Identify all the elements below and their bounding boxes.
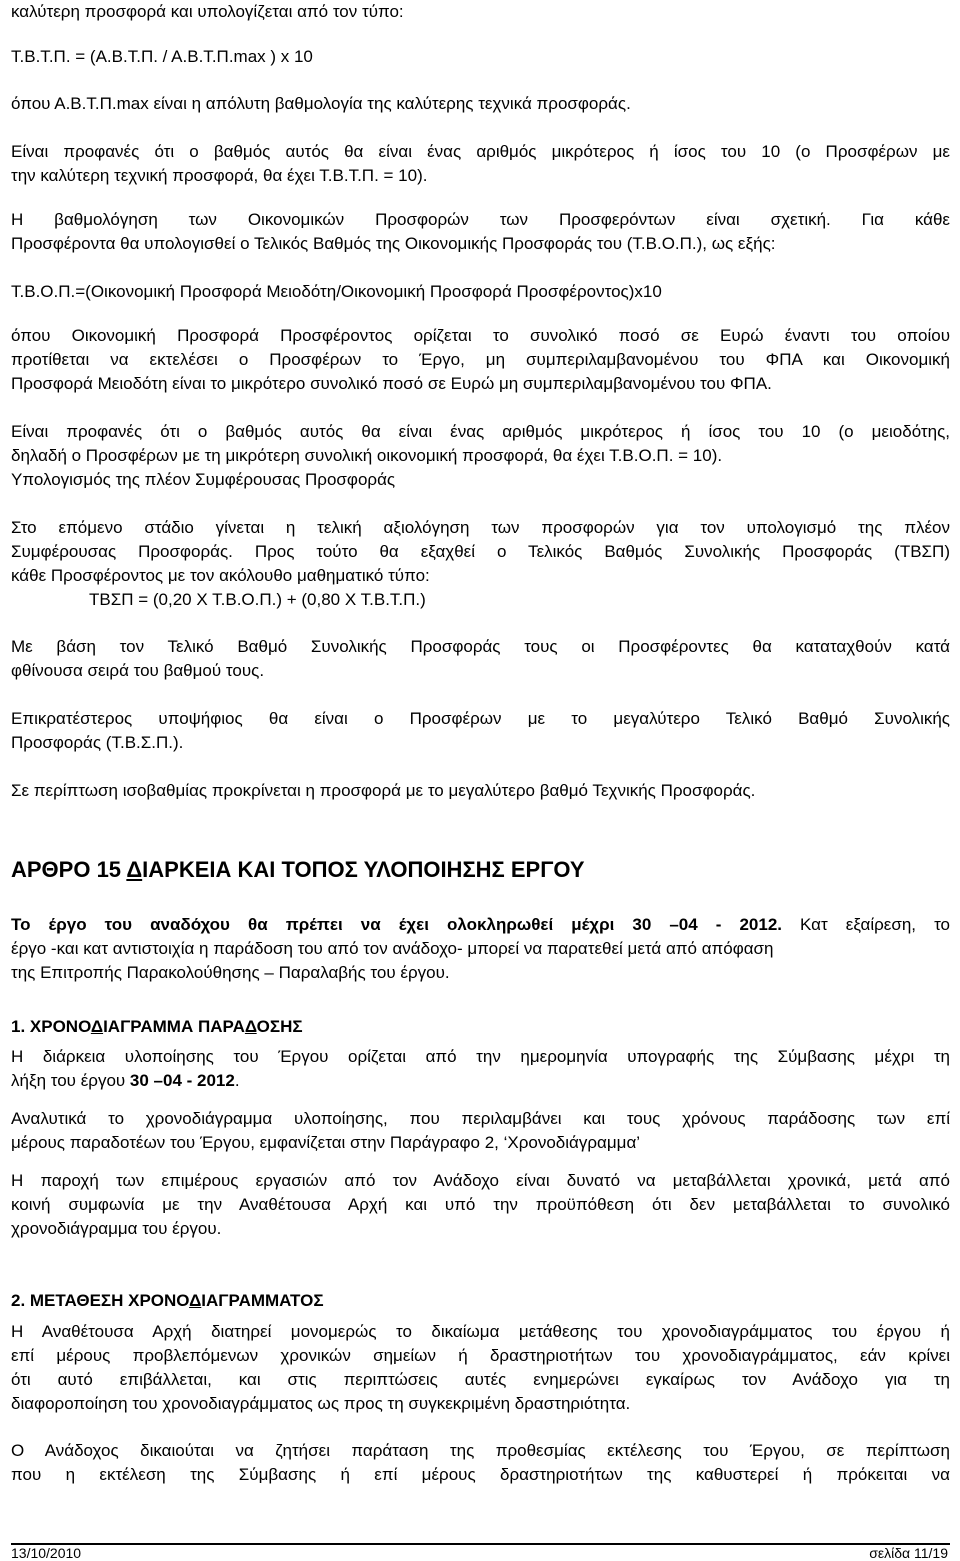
section-heading-2: [11, 1291, 324, 1311]
justified-text: ότι αυτό επιβάλλεται, και στις περιπτώσεις αυτές ενημερώνει εγκαίρως τον Ανάδοχο για τη: [11, 1370, 950, 1389]
text-line: [11, 350, 950, 370]
text-line: [11, 637, 950, 657]
text-line: [11, 1195, 950, 1215]
heading-part: ΙΑΓΡΑΜΜΑΤΟΣ: [201, 1291, 324, 1310]
justified-text: προτίθεται να εκτελέσει ο Προσφέρων το Έργο, μη συμπεριλαμβανομένου του ΦΠΑ και Οικονομική: [11, 350, 950, 369]
text-line: της Επιτροπής Παρακολούθησης – Παραλαβής του έργου.: [11, 963, 450, 982]
text-line: [11, 1370, 950, 1390]
justified-text: Είναι προφανές ότι ο βαθμός αυτός θα είναι ένας αριθμός μικρότερος ή ίσος του 10 (ο Προσφέρων με: [11, 142, 950, 161]
justified-text: Κατ εξαίρεση, το: [782, 915, 951, 934]
footer-divider: [11, 1543, 950, 1545]
justified-text: Αναλυτικά το χρονοδιάγραμμα υλοποίησης, που περιλαμβάνει και τους χρόνους παράδοσης των επί: [11, 1109, 950, 1128]
text-line: φθίνουσα σειρά του βαθμού τους.: [11, 661, 265, 680]
text-line: Προσφοράς (Τ.Β.Σ.Π.).: [11, 733, 184, 752]
justified-text: που η εκτέλεση της Σύμβασης ή επί μέρους δραστηριοτήτων της καθυστερεί ή πρόκειται να: [11, 1465, 950, 1484]
justified-text: επί μέρους προβλεπόμενων χρονικών σημείων ή δραστηριοτήτων του χρονοδιαγράμματος, εάν κρίνει: [11, 1346, 950, 1365]
deadline-date: 30 –04 - 2012: [129, 1071, 235, 1090]
text-line: [11, 326, 950, 346]
justified-text: Επικρατέστερος υποψήφιος θα είναι ο Προσφέρων με το μεγαλύτερο Τελικό Βαθμό Συνολικής: [11, 709, 950, 728]
heading-underlined-letter: Δ: [90, 1017, 104, 1036]
text-line: [11, 915, 950, 935]
heading-part: 2. ΜΕΤΑΘΕΣΗ ΧΡΟΝΟ: [11, 1291, 190, 1310]
heading-part: ΑΡΘΡΟ 15: [11, 857, 127, 882]
justified-text: Η παροχή των επιμέρους εργασιών από τον Ανάδοχο είναι δυνατό να μεταβάλλεται χρονικά, μετά από: [11, 1171, 950, 1190]
heading-underlined-letter: Δ: [189, 1291, 202, 1310]
subheading: Υπολογισμός της πλέον Συμφέρουσας Προσφοράς: [11, 470, 396, 489]
text-line: όπου Α.Β.Τ.Π.max είναι η απόλυτη βαθμολογία της καλύτερης τεχνικά προσφοράς.: [11, 94, 631, 113]
footer-page-number: σελίδα 11/19: [869, 1545, 948, 1561]
text-line: κάθε Προσφέροντος με τον ακόλουθο μαθηματικό τύπο:: [11, 566, 430, 585]
text-line: [11, 1346, 950, 1366]
text-line: [11, 422, 950, 442]
text-line: [11, 1109, 950, 1129]
text-line: καλύτερη προσφορά και υπολογίζεται από τον τύπο:: [11, 2, 404, 21]
heading-part: ΙΑΓΡΑΜΜΑ ΠΑΡΑ: [103, 1017, 245, 1036]
text-line: δηλαδή ο Προσφέρων με τη μικρότερη συνολική οικονομική προσφορά, θα έχει Τ.Β.Ο.Π. = 10).: [11, 446, 723, 465]
text-line: [11, 1441, 950, 1461]
text-line: Σε περίπτωση ισοβαθμίας προκρίνεται η προσφορά με το μεγαλύτερο βαθμό Τεχνικής Προσφοράς.: [11, 781, 756, 800]
article-heading: [11, 857, 585, 883]
text-line: [11, 1322, 950, 1342]
heading-underlined-letter: Δ: [126, 857, 143, 882]
text-line: Προσφορά Μειοδότη είναι το μικρότερο συνολικό ποσό σε Ευρώ μη συμπεριλαμβανομένου του ΦΠΑ.: [11, 374, 772, 393]
justified-text: Συμφέρουσας Προσφοράς. Προς τούτο θα εξαχθεί ο Τελικός Βαθμός Συνολικής Προσφοράς (ΤΒΣΠ): [11, 542, 950, 561]
heading-underlined-letter: Δ: [244, 1017, 257, 1036]
text-line: [11, 142, 950, 162]
text-line: μέρους παραδοτέων του Έργου, εμφανίζεται στην Παράγραφο 2, ‘Χρονοδιάγραμμα’: [11, 1133, 641, 1152]
text-part: λήξη του έργου: [11, 1071, 130, 1090]
section-heading-1: [11, 1017, 303, 1037]
text-line: Προσφέροντα θα υπολογισθεί ο Τελικός Βαθμός της Οικονομικής Προσφοράς του (Τ.Β.Ο.Π.), ως εξής:: [11, 234, 776, 253]
text-line: έργο -και κατ αντιστοιχία η παράδοση του από τον ανάδοχο- μπορεί να παρατεθεί μετά από απόφαση: [11, 939, 774, 958]
justified-text: κοινή συμφωνία με την Αναθέτουσα Αρχή και υπό την προϋπόθεση ότι δεν μεταβάλλεται το συνολικό: [11, 1195, 950, 1214]
justified-text: Η διάρκεια υλοποίησης του Έργου ορίζεται από την ημερομηνία υπογραφής της Σύμβασης μέχρι τη: [11, 1047, 950, 1066]
justified-text: όπου Οικονομική Προσφορά Προσφέροντος ορίζεται το συνολικό ποσό σε Ευρώ έναντι του οποίου: [11, 326, 950, 345]
text-part: .: [234, 1071, 240, 1090]
text-line: [11, 542, 950, 562]
text-line: [11, 1071, 240, 1091]
footer-date: 13/10/2010: [11, 1545, 82, 1561]
text-line: την καλύτερη τεχνική προσφορά, θα έχει Τ.Β.Τ.Π. = 10).: [11, 166, 428, 185]
heading-part: ΟΣΗΣ: [256, 1017, 303, 1036]
justified-text: Η Αναθέτουσα Αρχή διατηρεί μονομερώς το δικαίωμα μετάθεσης του χρονοδιαγράμματος του έργου ή: [11, 1322, 950, 1341]
formula-tbtp: Τ.Β.Τ.Π. = (Α.Β.Τ.Π. / Α.Β.Τ.Π.max ) x 10: [11, 47, 313, 66]
heading-part: 1. ΧΡΟΝΟ: [11, 1017, 91, 1036]
text-line: [11, 709, 950, 729]
justified-text: Με βάση τον Τελικό Βαθμό Συνολικής Προσφοράς τους οι Προσφέροντες θα καταταχθούν κατά: [11, 637, 950, 656]
deadline-bold-text: Το έργο του αναδόχου θα πρέπει να έχει ολοκληρωθεί μέχρι 30 –04 - 2012.: [11, 915, 782, 934]
text-line: [11, 210, 950, 230]
justified-text: Η βαθμολόγηση των Οικονομικών Προσφορών των Προσφερόντων είναι σχετική. Για κάθε: [11, 210, 950, 229]
text-line: χρονοδιάγραμμα του έργου.: [11, 1219, 222, 1238]
justified-text: Είναι προφανές ότι ο βαθμός αυτός θα είναι ένας αριθμός μικρότερος ή ίσος του 10 (ο μειοδότης,: [11, 422, 950, 441]
formula-tbsp: ΤΒΣΠ = (0,20 Χ Τ.Β.Ο.Π.) + (0,80 Χ Τ.Β.Τ.Π.): [89, 590, 426, 609]
text-line: [11, 518, 950, 538]
text-line: [11, 1171, 950, 1191]
text-line: [11, 1465, 950, 1485]
justified-text: Ο Ανάδοχος δικαιούται να ζητήσει παράταση της προθεσμίας εκτέλεσης του Έργου, σε περίπτωση: [11, 1441, 950, 1460]
formula-tbop: Τ.Β.Ο.Π.=(Οικονομική Προσφορά Μειοδότη/Οικονομική Προσφορά Προσφέροντος)x10: [11, 282, 662, 301]
heading-part: ΙΑΡΚΕΙΑ ΚΑΙ ΤΟΠΟΣ ΥΛΟΠΟΙΗΣΗΣ ΕΡΓΟΥ: [142, 857, 585, 882]
text-line: διαφοροποίηση του χρονοδιαγράμματος ως προς τη συγκεκριμένη δραστηριότητα.: [11, 1394, 631, 1413]
justified-text: Στο επόμενο στάδιο γίνεται η τελική αξιολόγηση των προσφορών για τον υπολογισμό της πλέον: [11, 518, 950, 537]
text-line: [11, 1047, 950, 1067]
